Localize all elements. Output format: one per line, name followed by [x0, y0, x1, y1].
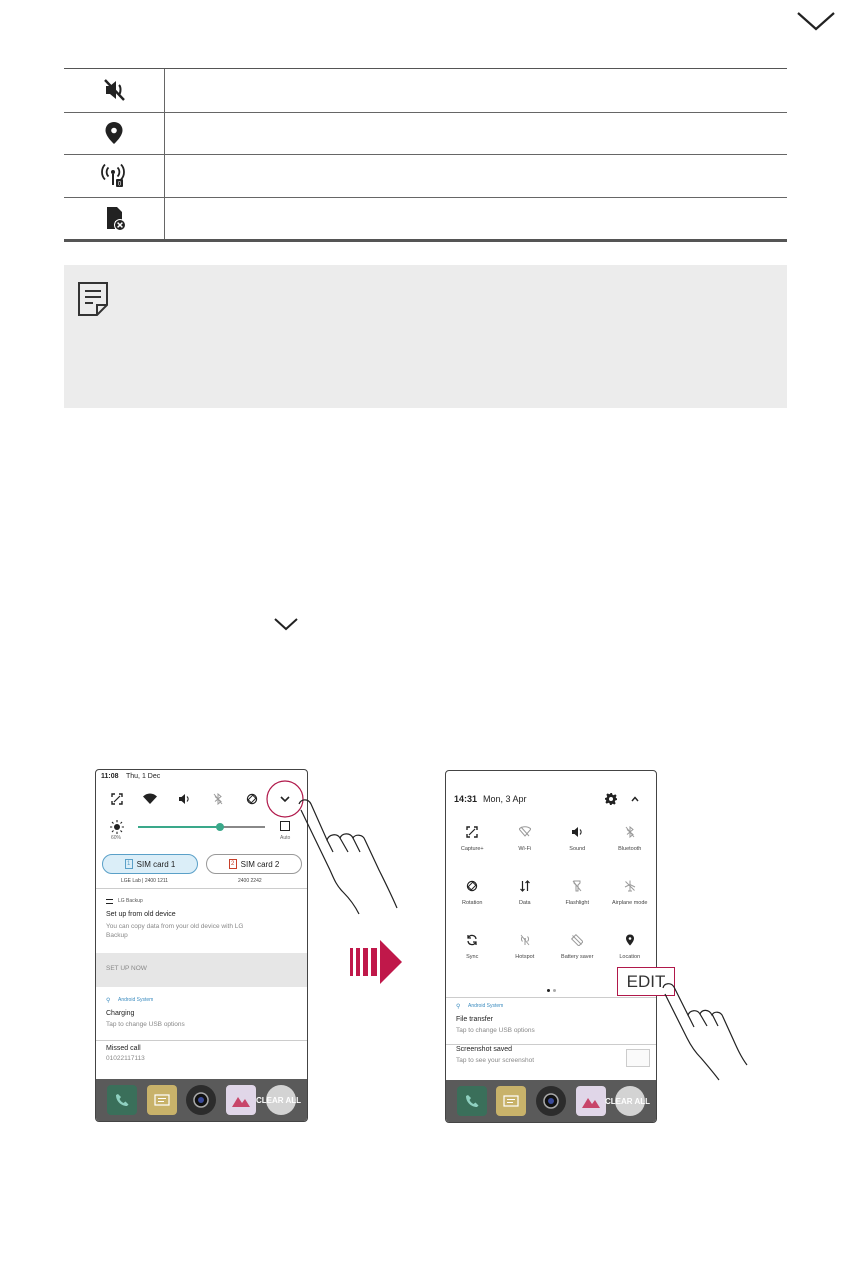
table-row	[64, 154, 787, 197]
tile-battery-saver[interactable]: Battery saver	[552, 934, 602, 960]
table-row	[64, 197, 787, 240]
gallery-app-icon[interactable]	[226, 1085, 256, 1115]
notification-title: Screenshot saved	[456, 1046, 513, 1053]
svg-text:0: 0	[117, 181, 122, 188]
clear-all-button[interactable]: CLEAR ALL	[604, 1097, 650, 1106]
tile-bluetooth[interactable]: Bluetooth	[605, 826, 655, 852]
phone-app-icon[interactable]	[107, 1085, 137, 1115]
usb-icon: ⚲	[456, 1004, 461, 1010]
status-description	[165, 155, 787, 197]
sound-icon[interactable]	[178, 793, 190, 805]
status-description	[165, 113, 787, 155]
page-indicator-dot	[547, 989, 550, 992]
status-time: 11:08	[101, 773, 119, 780]
hotspot-icon	[519, 934, 531, 946]
rotation-icon[interactable]	[246, 793, 258, 805]
notification-body: Backup	[106, 932, 128, 939]
tile-sound[interactable]: Sound	[552, 826, 602, 852]
quick-settings-row	[446, 880, 656, 906]
status-icon-table	[64, 68, 787, 242]
battery-saver-icon	[571, 934, 583, 946]
auto-label: Auto	[280, 835, 291, 841]
wifi-icon[interactable]	[143, 793, 157, 805]
camera-app-icon[interactable]	[186, 1085, 216, 1115]
notification-app: Android System	[118, 997, 154, 1003]
sim-card-2-button[interactable]: 2 SIM card 2	[206, 854, 302, 874]
edit-button-callout[interactable]: EDIT	[617, 967, 675, 996]
notification-app: Android System	[468, 1003, 504, 1009]
tile-location[interactable]: Location	[605, 934, 655, 960]
data-icon	[519, 880, 531, 892]
rotation-icon	[466, 880, 478, 892]
location-icon	[100, 119, 128, 147]
setup-now-button[interactable]: SET UP NOW	[96, 953, 307, 987]
quick-settings-row	[446, 934, 656, 960]
mute-icon	[100, 76, 128, 104]
clear-all-button[interactable]: CLEAR ALL	[255, 1096, 301, 1105]
chevron-down-icon	[796, 10, 836, 32]
bluetooth-off-icon	[624, 826, 636, 838]
notification-title: Set up from old device	[106, 911, 176, 918]
chevron-up-icon[interactable]	[631, 795, 639, 803]
tile-airplane-mode[interactable]: Airplane mode	[605, 880, 655, 906]
brightness-icon	[110, 820, 124, 834]
status-date: Mon, 3 Apr	[483, 794, 527, 804]
page-indicator-dot	[553, 989, 556, 992]
hotspot-icon	[100, 162, 128, 190]
finger-pointer-icon	[661, 982, 761, 1092]
slider-thumb[interactable]	[216, 823, 224, 831]
sim1-number: LGE Lab | 2400 1211	[121, 878, 169, 884]
note-icon	[76, 281, 110, 317]
brightness-value: 60%	[111, 835, 122, 841]
gallery-app-icon[interactable]	[576, 1086, 606, 1116]
note-box	[64, 265, 787, 408]
status-time: 14:31	[454, 794, 478, 804]
quick-settings-row	[446, 826, 656, 852]
capture-icon	[466, 826, 478, 838]
notification-app: LG Backup	[118, 898, 143, 904]
notification-title: Charging	[106, 1010, 135, 1017]
finger-pointer-icon	[298, 798, 408, 948]
sound-icon	[571, 826, 583, 838]
table-row	[64, 112, 787, 155]
sim2-number: 2400 2242	[238, 878, 262, 884]
tile-wifi[interactable]: Wi-Fi	[500, 826, 550, 852]
phone-app-icon[interactable]	[457, 1086, 487, 1116]
tile-rotation[interactable]: Rotation	[447, 880, 497, 906]
bluetooth-off-icon[interactable]	[212, 793, 224, 805]
table-row	[64, 69, 787, 112]
capture-icon[interactable]	[111, 793, 123, 805]
notification-title: Missed call	[106, 1045, 141, 1052]
phone-screen-quick-settings	[445, 770, 657, 1123]
sim-card-1-button[interactable]: 1 SIM card 1	[102, 854, 198, 874]
settings-gear-icon[interactable]	[605, 793, 617, 805]
airplane-icon	[624, 880, 636, 892]
tile-flashlight[interactable]: Flashlight	[552, 880, 602, 906]
no-sim-icon	[100, 204, 128, 232]
camera-app-icon[interactable]	[536, 1086, 566, 1116]
status-description	[165, 69, 787, 112]
flashlight-icon	[571, 880, 583, 892]
phone-screen-notification-panel	[95, 769, 308, 1122]
messages-app-icon[interactable]	[147, 1085, 177, 1115]
brightness-slider[interactable]	[138, 826, 265, 828]
screenshot-thumbnail[interactable]	[626, 1049, 650, 1067]
notification-body: Tap to change USB options	[456, 1027, 535, 1034]
wifi-off-icon	[519, 826, 531, 838]
location-icon	[624, 934, 636, 946]
tile-data[interactable]: Data	[500, 880, 550, 906]
sync-icon	[466, 934, 478, 946]
chevron-down-icon	[272, 614, 300, 634]
notification-body: Tap to see your screenshot	[456, 1057, 535, 1064]
messages-app-icon[interactable]	[496, 1086, 526, 1116]
auto-checkbox[interactable]	[280, 821, 290, 831]
tile-sync[interactable]: Sync	[447, 934, 497, 960]
status-description	[165, 198, 787, 240]
tile-capture[interactable]: Capture+	[447, 826, 497, 852]
notification-body: Tap to change USB options	[106, 1021, 185, 1028]
notification-title: File transfer	[456, 1016, 493, 1023]
notification-body: 01022117113	[106, 1055, 145, 1062]
status-date: Thu, 1 Dec	[126, 773, 161, 780]
tile-hotspot[interactable]: Hotspot	[500, 934, 550, 960]
menu-icon	[106, 899, 113, 904]
usb-icon: ⚲	[106, 998, 111, 1004]
notification-body: You can copy data from your old device with LG	[106, 923, 244, 930]
